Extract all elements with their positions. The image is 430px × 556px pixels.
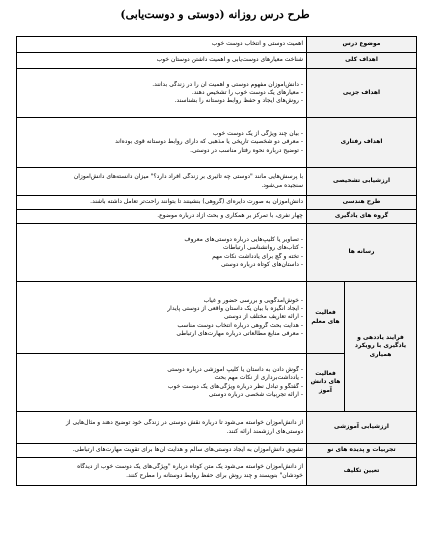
row-process-teacher <box>17 282 417 354</box>
label-assignment: تعیین تکلیف <box>307 458 417 486</box>
student-activity-line: - ارائه تجربیات شخصی درباره دوستی <box>208 390 303 398</box>
experiences-line: تشویق دانش‌آموزان به ایجاد دوستی‌های سالم و هدایت آن‌ها برای تقویت مهارت‌های ارتباطی. <box>72 446 303 454</box>
content-general-goal <box>17 53 307 69</box>
teacher-activity-line: - ارائه تعاریف مختلف از دوستی <box>223 313 303 321</box>
teacher-activity-line: - معرفی منابع مطالعاتی درباره مهارت‌های ارتباطی <box>176 329 303 337</box>
behavioral-goal-line: - بیان چند ویژگی از یک دوست خوب <box>212 130 303 138</box>
label-general-goal: اهداف کلی <box>307 53 417 69</box>
row-behavioral-goals <box>17 118 417 168</box>
content-student-activities <box>17 354 307 412</box>
student-activities-label: فعالیت های دانش آموز <box>310 370 341 394</box>
content-engineering-plan <box>17 196 307 210</box>
label-diagnostic-eval: ارزشیابی تشخیصی <box>307 168 417 196</box>
row-subject <box>17 37 417 53</box>
label-subject: موضوع درس <box>307 37 417 53</box>
label-experiences: تجربیات و پدیده های نو <box>307 444 417 458</box>
student-activity-line: - گوش دادن به داستان یا کلیپ آموزشی درباره دوستی <box>167 365 303 373</box>
content-behavioral-goals <box>17 118 307 168</box>
row-diagnostic-eval <box>17 168 417 196</box>
content-learning-groups <box>17 210 307 224</box>
assignment-line: از دانش‌آموزان خواسته می‌شود یک متن کوتاه درباره "ویژگی‌های یک دوست خوب از دیدگاه <box>77 463 303 471</box>
row-engineering-plan <box>17 196 417 210</box>
label-engineering-plan: طرح هندسی <box>307 196 417 210</box>
label-media: رسانه ها <box>307 224 417 282</box>
content-experiences <box>17 444 307 458</box>
teacher-activity-line: - خوش‌آمدگویی و بررسی حضور و غیاب <box>203 296 303 304</box>
row-partial-goals <box>17 69 417 118</box>
row-teaching-eval <box>17 412 417 444</box>
teaching-eval-line: از دانش‌آموزان خواسته می‌شود تا درباره نقش دوستی در زندگی خود توضیح دهند و مثال‌هایی از <box>66 419 303 427</box>
content-subject <box>17 37 307 53</box>
content-partial-goals <box>17 69 307 118</box>
label-teacher-activities <box>307 282 345 354</box>
row-assignment <box>17 458 417 486</box>
label-learning-groups: گروه های یادگیری <box>307 210 417 224</box>
media-line: - تصاویر یا کلیپ‌هایی درباره دوستی‌های معروف <box>184 235 303 243</box>
media-line: - کتاب‌های روانشناسی ارتباطات <box>223 244 303 252</box>
student-activity-line: - گفتگو و تبادل نظر درباره ویژگی‌های یک دوست خوب <box>167 382 303 390</box>
behavioral-goal-line: - معرفی دو شخصیت تاریخی یا مذهبی که دارای روابط دوستانه قوی بوده‌اند <box>115 138 303 146</box>
student-activity-line: - یادداشت‌برداری از نکات مهم بحث <box>214 374 303 382</box>
behavioral-goal-line: - توضیح درباره نحوه رفتار مناسب در دوستی. <box>190 146 303 154</box>
partial-goal-line: - معیارهای یک دوست خوب را تشخیص دهند. <box>191 88 303 96</box>
general-goal-line: شناخت معیارهای دوست‌یابی و اهمیت داشتن دوستان خوب <box>156 56 303 64</box>
label-student-activities <box>307 354 345 412</box>
label-behavioral-goals: اهداف رفتاری <box>307 118 417 168</box>
engineering-plan-line: دانش‌آموزان به صورت دایره‌ای (گروهی) بنشینند تا بتوانند راحت‌تر تعامل داشته باشند. <box>90 198 303 206</box>
media-line: - داستان‌های کوتاه درباره دوستی <box>220 260 303 268</box>
label-partial-goals: اهداف جزیی <box>307 69 417 118</box>
row-learning-groups <box>17 210 417 224</box>
row-media <box>17 224 417 282</box>
content-teacher-activities <box>17 282 307 354</box>
media-line: - تخته و گچ برای یادداشت نکات مهم <box>212 252 303 260</box>
diagnostic-eval-line: با پرسش‌هایی مانند "دوستی چه تأثیری بر زندگی افراد دارد؟" میزان دانسته‌های دانش‌آموزان <box>73 173 303 181</box>
teacher-activity-line: - هدایت بحث گروهی درباره انتخاب دوست مناسب <box>177 321 303 329</box>
page-title: طرح درس روزانه (دوستی و دوست‌یابی) <box>120 8 310 21</box>
lesson-plan-table <box>16 36 417 486</box>
partial-goal-line: - روش‌های ایجاد و حفظ روابط دوستانه را بشناسند. <box>174 97 303 105</box>
content-assignment <box>17 458 307 486</box>
row-general-goal <box>17 53 417 69</box>
content-teaching-eval <box>17 412 307 444</box>
content-media <box>17 224 307 282</box>
teacher-activity-line: - ایجاد انگیزه با بیان یک داستان واقعی از دوستی پایدار <box>167 305 303 313</box>
assignment-line: خودشان" بنویسند و چند روش برای حفظ روابط دوستانه را مطرح کنند. <box>126 471 303 479</box>
label-process <box>345 282 417 412</box>
diagnostic-eval-line: سنجیده می‌شود. <box>261 181 303 189</box>
subject-line: اهمیت دوستی و انتخاب دوست خوب <box>211 40 303 48</box>
teacher-activities-label: فعالیت های معلم <box>311 309 340 325</box>
label-teaching-eval: ارزشیابی آموزشی <box>307 412 417 444</box>
process-label: فرآیند یاددهی و یادگیری با رویکرد همیاری <box>354 334 407 358</box>
partial-goal-line: - دانش‌آموزان مفهوم دوستی و اهمیت آن را در زندگی بدانند. <box>152 80 303 88</box>
content-diagnostic-eval <box>17 168 307 196</box>
learning-groups-line: چهار نفری، با تمرکز بر همکاری و بحث آزاد درباره موضوع. <box>157 212 303 220</box>
teaching-eval-line: دوستی‌های ارزشمند ارائه کنند. <box>226 427 303 435</box>
row-experiences <box>17 444 417 458</box>
